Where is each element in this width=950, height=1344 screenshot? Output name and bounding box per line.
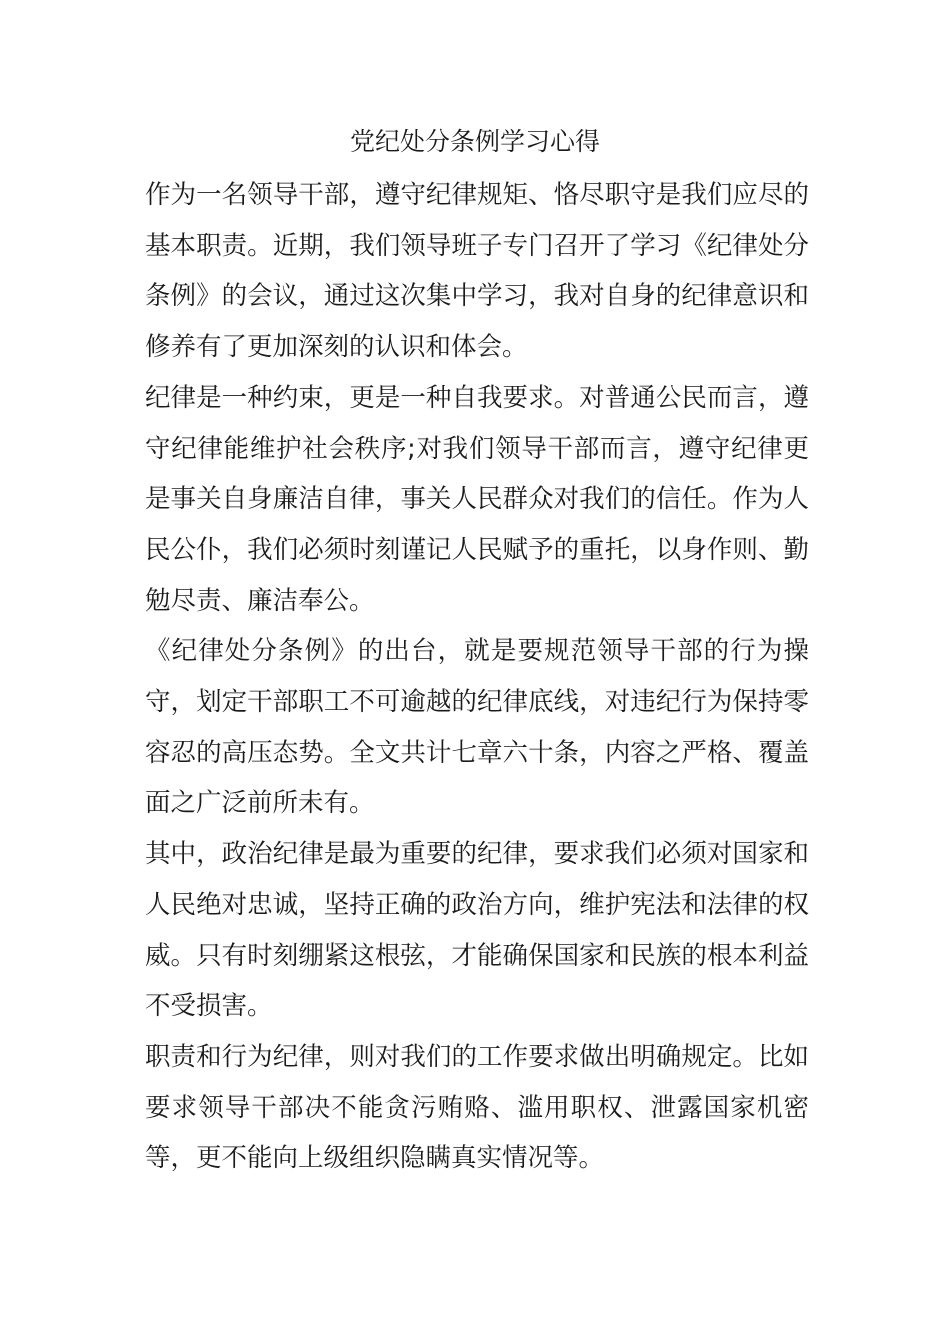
document-title: 党纪处分条例学习心得: [349, 127, 600, 156]
paragraph-2: 纪律是一种约束，更是一种自我要求。对普通公民而言，遵守纪律能维护社会秩序;对我们领导干部而言，遵守纪律更是事关自身廉洁自律，事关人民群众对我们的信任。作为人民公仆，我们必须时刻谨记人民赋予的重托，以身作则、勤勉尽责、廉洁奉公。: [145, 382, 809, 616]
paragraph-1: 作为一名领导干部，遵守纪律规矩、恪尽职守是我们应尽的基本职责。近期，我们领导班子专门召开了学习《纪律处分条例》的会议，通过这次集中学习，我对自身的纪律意识和修养有了更加深刻的认识和体会。: [145, 180, 809, 363]
document-body: [145, 170, 809, 1184]
paragraph-4: 其中，政治纪律是最为重要的纪律，要求我们必须对国家和人民绝对忠诚，坚持正确的政治方向，维护宪法和法律的权威。只有时刻绷紧这根弦，才能确保国家和民族的根本利益不受损害。: [145, 839, 809, 1022]
paragraph-3: 《纪律处分条例》的出台，就是要规范领导干部的行为操守，划定干部职工不可逾越的纪律底线，对违纪行为保持零容忍的高压态势。全文共计七章六十条，内容之严格、覆盖面之广泛前所未有。: [145, 636, 809, 819]
paragraph-5: 职责和行为纪律，则对我们的工作要求做出明确规定。比如要求领导干部决不能贪污贿赂、滥用职权、泄露国家机密等，更不能向上级组织隐瞒真实情况等。: [145, 1041, 809, 1174]
